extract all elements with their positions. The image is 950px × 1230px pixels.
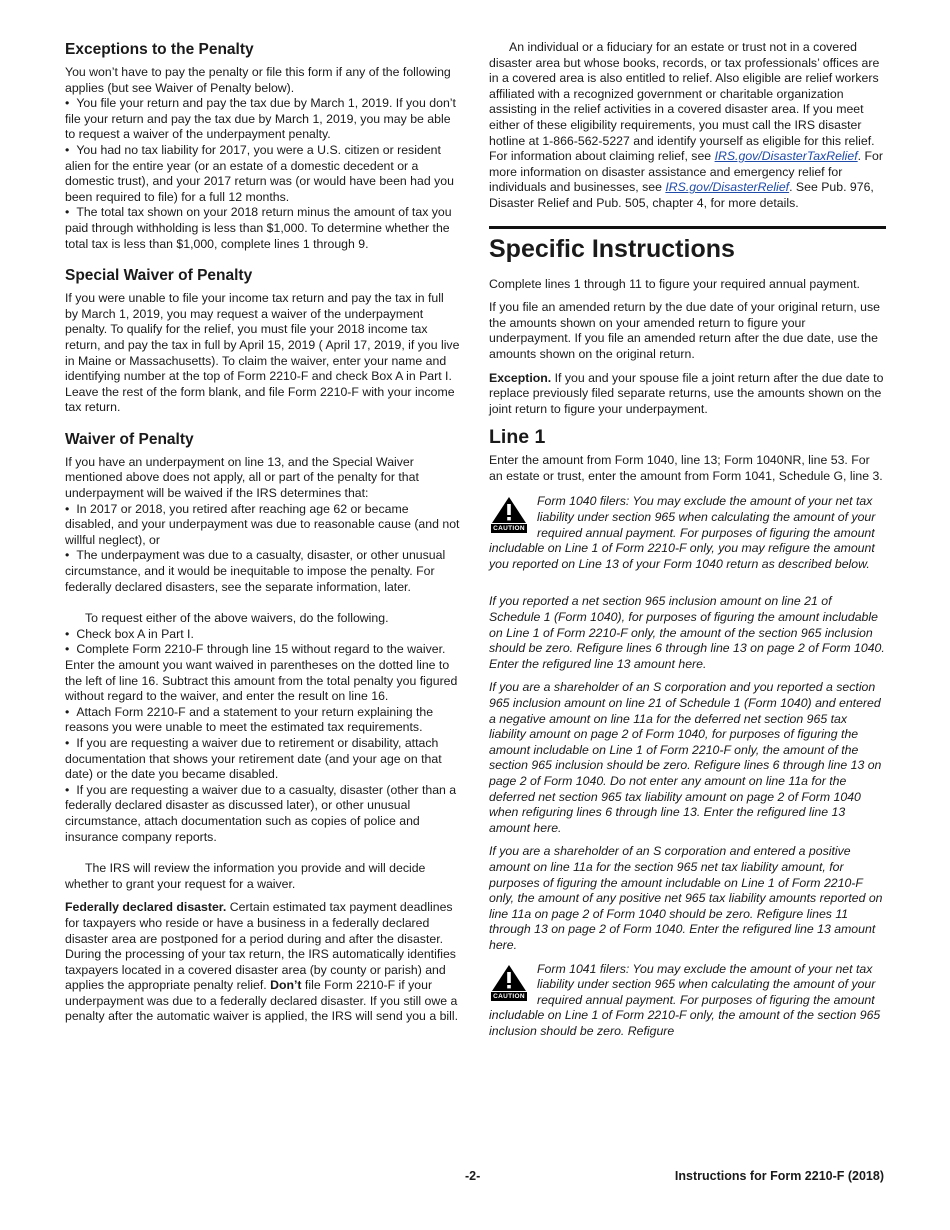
relief-text-a: An individual or a fiduciary for an estate or trust not in a covered disaster area but whose books, records, or tax professionals’ offices are in a covered area is also entitled to relief. Also eligible are relief workers affiliated with a recognized government or charitable organization assisting in the relief activities in a covered disaster area. If you meet either of these eligibility requirements, you must call the IRS disaster hotline at 1-866-562-5227 and identify yourself as eligible for this relief. For information about claiming relief, see — [489, 40, 880, 164]
line1-italic-2: If you are a shareholder of an S corporation and you reported a section 965 inclusion amount on line 21 of Schedule 1 (Form 1040) and entered a negative amount on line 11a for the deferred net section 965 tax liability amount on page 2 of Form 1040, for purposes of figuring the amount includable on Line 1 of Form 2210-F only, the amount of the section 965 inclusion should be zero. Refigure lines 6 through line 13 on page 2 of Form 1040. Do not enter any amount on line 11a for the deferred net section 965 tax liability amount on page 2 of Form 1040 when refiguring lines 6 through line 13. Enter the refigured line 13 amount here. — [489, 680, 882, 835]
footer-form-title: Instructions for Form 2210-F (2018) — [674, 1169, 884, 1183]
line1-p1: Enter the amount from Form 1040, line 13; Form 1040NR, line 53. For an estate or trust, enter the amount from Form 1041, Schedule G, line 3. — [489, 453, 883, 483]
right-column — [489, 40, 886, 1039]
exceptions-bullet: • You had no tax liability for 2017, you were a U.S. citizen or resident alien for the entire year (or an estate of a domestic decedent or a domestic trust), and your 2017 return was (or would have been had you been required to file) for a full 12 months. — [65, 143, 460, 205]
caution-label: CAUTION — [493, 525, 525, 533]
line1-italic-1: If you reported a net section 965 inclusion amount on line 21 of Schedule 1 (Form 1040), for purposes of figuring the amount includable on Line 1 of Form 2210-F only, the amount of the section 965 inclusion should be zero. Refigure lines 6 through line 13 on page 2 of Form 1040. Enter the refigured line 13 amount here. — [489, 594, 885, 671]
exception-label: Exception. — [489, 370, 552, 385]
specific-p2: If you file an amended return by the due date of your original return, use the amounts shown on your amended return to figure your underpayment. If you file an amended return after the due date, use the amounts shown on the original return. — [489, 300, 881, 361]
relief-text-b: . For more information on disaster assistance and emergency relief for individuals and businesses, see — [489, 149, 883, 195]
line1-italic-3: If you are a shareholder of an S corporation and entered a positive amount on line 11a for the section 965 net tax liability amount, for purposes of figuring the amount includable on Line 1 of Form 2210-F only, the amount of any positive net 965 tax liability amounts reported on line 11a on page 2 of Form 1040 should be zero. Refigure lines 11 through 13 on page 2 of Form 1040. Enter the refigured line 13 amount here. — [489, 844, 883, 952]
waiver-intro: If you have an underpayment on line 13, and the Special Waiver mentioned above does not apply, all or part of the penalty for that underpayment will be waived if the IRS determines that: — [65, 454, 419, 501]
left-column — [65, 40, 460, 1033]
disaster-label: Federally declared disaster. — [65, 900, 227, 915]
waiver-bullet: • In 2017 or 2018, you retired after reaching age 62 or became disabled, and your underpayment was due to reasonable cause (and not willful neglect), or — [65, 502, 460, 549]
disaster-dont: Don’t — [270, 978, 302, 993]
relief-paragraph — [489, 40, 886, 212]
caution-label: CAUTION — [493, 992, 525, 1000]
specific-p1: Complete lines 1 through 11 to figure your required annual payment. — [489, 276, 860, 291]
caution-icon — [489, 496, 529, 534]
caution-text-1041: Form 1041 filers: You may exclude the amount of your net tax liability under section 965 when calculating the amount of your required annual payment. For purposes of figuring the amount includable on Line 1 of Form 2210-F only, the amount of the section 965 inclusion should be zero. Refigure — [489, 961, 881, 1038]
special-waiver-heading: Special Waiver of Penalty — [65, 267, 253, 285]
disaster-paragraph — [65, 900, 460, 1025]
waiver-request-bullet: • Check box A in Part I. — [65, 627, 460, 643]
specific-instructions-heading: Specific Instructions — [489, 234, 735, 263]
exceptions-intro: You won’t have to pay the penalty or file this form if any of the following applies (but see Waiver of Penalty below). — [65, 65, 451, 95]
line1-heading: Line 1 — [489, 426, 546, 449]
exception-paragraph — [489, 371, 886, 418]
special-waiver-text: If you were unable to file your income tax return and pay the tax in full by March 1, 2019, you may request a waiver of the underpayment penalty. To qualify for the relief, you must file your 2018 income tax return, and pay the tax in full by April 15, 2019 ( April 17, 2019, if you live in Maine or Massachusetts). To claim the waiver, enter your name and identifying number at the top of Form 2210-F and check Box A in Part I. Leave the rest of the form blank, and file Form 2210-F with your income tax return. — [65, 291, 460, 415]
waiver-heading: Waiver of Penalty — [65, 430, 194, 448]
waiver-review-text: The IRS will review the information you provide and will decide whether to grant your request for a waiver. — [65, 861, 426, 891]
exception-text: If you and your spouse file a joint return after the due date to replace previously filed separate returns, use the amounts shown on the joint return to figure your underpayment. — [489, 370, 884, 416]
disaster-text-a: Certain estimated tax payment deadlines for taxpayers who reside or have a business in a federally declared disaster area are postponed for a period during and after the disaster. During the processing of your tax return, the IRS automatically identifies taxpayers located in a covered disaster area (by county or parish) and applies the appropriate penalty relief. — [65, 900, 456, 993]
relief-text-c: . See Pub. 976, Disaster Relief and Pub. 505, chapter 4, for more details. — [489, 180, 874, 210]
caution-block-1040 — [489, 494, 886, 572]
waiver-request-bullet: • Attach Form 2210-F and a statement to your return explaining the reasons you were unable to meet the estimated tax requirements. — [65, 705, 460, 736]
page-number: -2- — [465, 1169, 481, 1183]
disaster-text-b: file Form 2210-F if your underpayment was due to a federally declared disaster. If you still owe a penalty after the automatic waiver is applied, the IRS will send you a bill. — [65, 978, 459, 1024]
exceptions-heading: Exceptions to the Penalty — [65, 41, 254, 58]
section-divider — [489, 226, 886, 229]
caution-block-1041 — [489, 962, 886, 1040]
caution-icon — [489, 964, 529, 1002]
disaster-relief-link[interactable]: IRS.gov/DisasterRelief — [665, 180, 790, 195]
waiver-request-bullet: • If you are requesting a waiver due to a casualty, disaster (other than a federally declared disaster as discussed later), or other unusual circumstance, attach documentation such as copies of police and insurance company reports. — [65, 783, 460, 845]
waiver-request-bullet: • Complete Form 2210-F through line 15 without regard to the waiver. Enter the amount you want waived in parentheses on the dotted line to the left of line 16. Subtract this amount from the total penalty you figured without regard to the waiver, and enter the result on line 16. — [65, 642, 460, 704]
waiver-bullet: • The underpayment was due to a casualty, disaster, or other unusual circumstance, and it would be inequitable to impose the penalty. For federally declared disasters, see the separate information, later. — [65, 548, 460, 595]
caution-text-1040: Form 1040 filers: You may exclude the amount of your net tax liability under section 965 when calculating the amount of your required annual payment. For purposes of figuring the amount includable on Line 1 of Form 2210-F only, you may refigure the amount you reported on Line 13 of your Form 1040 return as described below. — [489, 494, 876, 571]
exceptions-bullet: • You file your return and pay the tax due by March 1, 2019. If you don’t file your return and pay the tax due by March 1, 2019, you may be able to request a waiver of the underpayment penalty. — [65, 96, 460, 143]
exceptions-bullet: • The total tax shown on your 2018 return minus the amount of tax you paid through withholding is less than $1,000. To determine whether the total tax is less than $1,000, complete lines 1 through 9. — [65, 205, 460, 252]
waiver-request-intro: To request either of the above waivers, do the following. — [85, 611, 389, 626]
disaster-tax-relief-link[interactable]: IRS.gov/DisasterTaxRelief — [714, 149, 858, 164]
waiver-request-bullet: • If you are requesting a waiver due to retirement or disability, attach documentation that shows your retirement date (and your age on that date) or the date you became disabled. — [65, 736, 460, 783]
